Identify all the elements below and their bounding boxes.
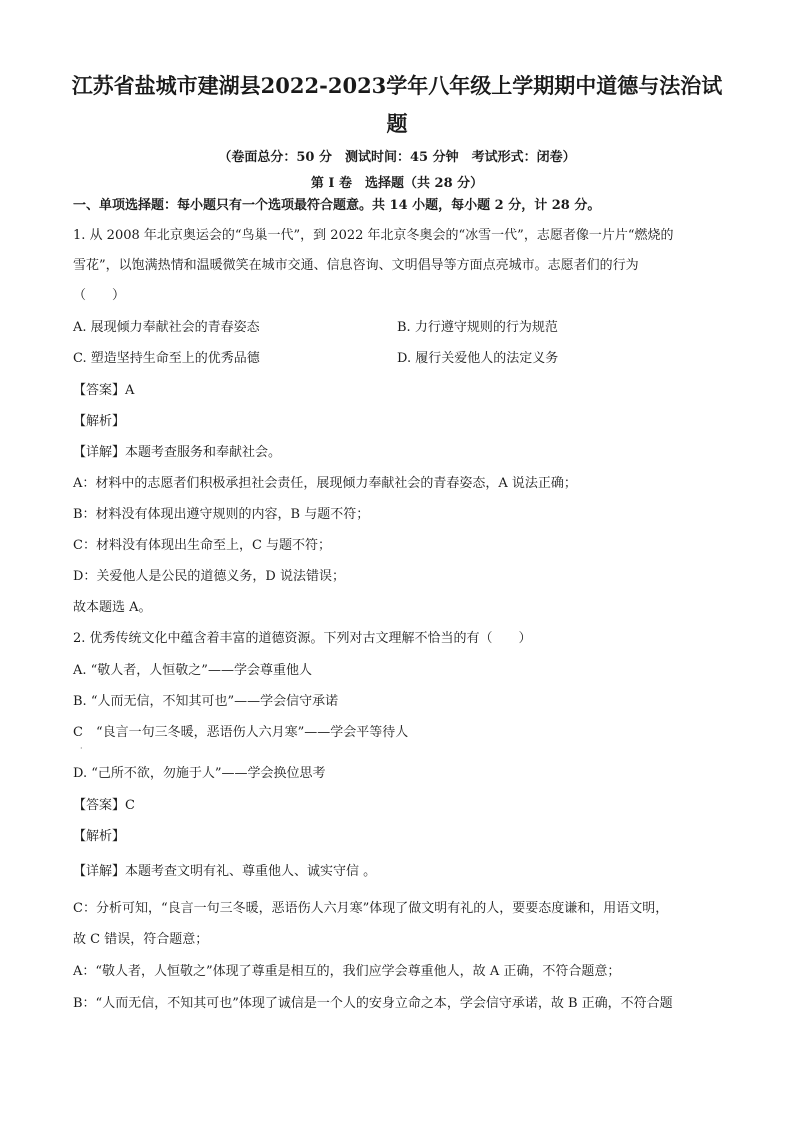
q2-option-c: C “良言一句三冬暖，恶语伤人六月寒”——学会平等待人 (73, 725, 409, 740)
q1-option-b: B. 力行遵守规则的行为规范 (397, 320, 558, 335)
q2-explanation-a: A：“敬人者，人恒敬之”体现了尊重是相互的，我们应学会尊重他人，故 A 正确，不符合题意； (73, 964, 621, 979)
q2-explanation-b: B：“人而无信，不知其可也”体现了诚信是一个人的安身立命之本，学会信守承诺，故 B 正确，不符合题 (73, 996, 673, 1011)
q1-explanation-d: D：关爱他人是公民的道德义务，D 说法错误； (73, 569, 345, 584)
stray-dot-mark: · (80, 744, 83, 753)
q2-option-b: B. “人而无信，不知其可也”——学会信守承诺 (73, 694, 339, 709)
q1-stem-line-2: 雪花”，以饱满热情和温暖微笑在城市交通、信息咨询、文明倡导等方面点亮城市。志愿者们的行为 (73, 258, 639, 273)
q2-explanation-c-line-1: C：分析可知，“良言一句三冬暖，恶语伤人六月寒”体现了做文明有礼的人，要要态度谦和，用语文明， (73, 901, 669, 916)
q1-option-a: A. 展现倾力奉献社会的青春姿态 (73, 320, 260, 335)
q2-answer: 【答案】C (73, 798, 135, 813)
q1-analysis-label: 【解析】 (73, 414, 126, 429)
document-title-line-1: 江苏省盐城市建湖县2022-2023学年八年级上学期期中道德与法治试 (71, 73, 723, 98)
q2-analysis-label: 【解析】 (73, 829, 126, 844)
q1-option-c: C. 塑造坚持生命至上的优秀品德 (73, 351, 260, 366)
q1-explanation-b: B：材料没有体现出遵守规则的内容，B 与题不符； (73, 507, 370, 522)
q1-detail: 【详解】本题考查服务和奉献社会。 (73, 445, 282, 460)
exam-meta-info: （卷面总分：50 分 测试时间：45 分钟 考试形式：闭卷） (218, 150, 576, 165)
q1-explanation-a: A：材料中的志愿者们积极承担社会责任，展现倾力奉献社会的青春姿态，A 说法正确； (73, 476, 577, 491)
q2-stem: 2. 优秀传统文化中蕴含着丰富的道德资源。下列对古文理解不恰当的有（ ） (73, 631, 532, 646)
q1-option-d: D. 履行关爱他人的法定义务 (397, 351, 559, 366)
section-heading: 第 I 卷 选择题（共 28 分） (310, 176, 484, 191)
document-title-line-2: 题 (386, 111, 408, 136)
q2-detail: 【详解】本题考查文明有礼、尊重他人、诚实守信 。 (73, 864, 377, 879)
q1-stem-line-1: 1. 从 2008 年北京奥运会的“鸟巢一代”，到 2022 年北京冬奥会的“冰雪一代”，志愿者像一片片“燃烧的 (73, 228, 674, 243)
part-instructions: 一、单项选择题：每小题只有一个选项最符合题意。共 14 小题，每小题 2 分，计 28 分。 (73, 198, 601, 213)
q2-option-d: D. “己所不欲，勿施于人”——学会换位思考 (73, 766, 326, 781)
q1-conclusion: 故本题选 A。 (73, 600, 152, 615)
q2-option-a: A. “敬人者，人恒敬之”——学会尊重他人 (73, 663, 312, 678)
q1-explanation-c: C：材料没有体现出生命至上，C 与题不符； (73, 538, 332, 553)
q2-explanation-c-line-2: 故 C 错误，符合题意； (73, 932, 209, 947)
q1-answer: 【答案】A (73, 383, 135, 398)
q1-answer-blank: （ ） (73, 288, 126, 303)
